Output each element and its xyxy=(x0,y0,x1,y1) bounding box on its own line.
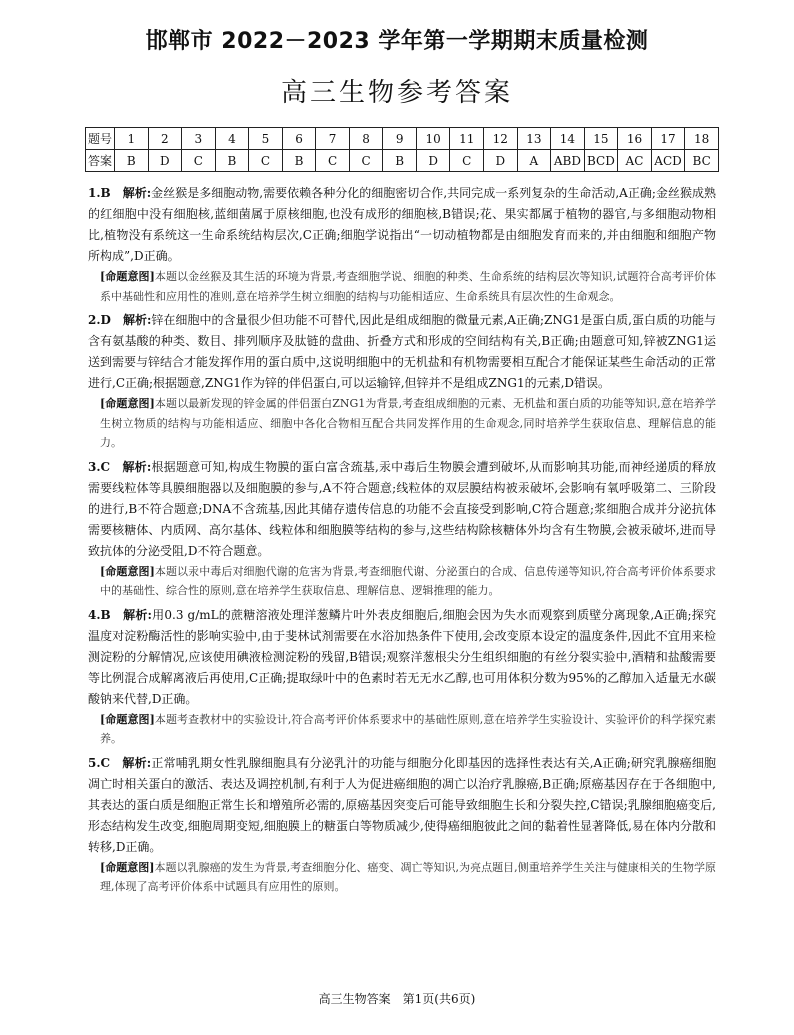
question-analysis-text: 正常哺乳期女性乳腺细胞具有分泌乳汁的功能与细胞分化即基因的选择性表达有关,A正确;研究乳腺癌细胞凋亡时相关蛋白的激活、表达及调控机制,有利于人为促进癌细胞的凋亡以治疗乳腺癌,B正确;原癌基因存在于各细胞中,其表达的蛋白质是细胞正常生长和增殖所必需的,原癌基因突变后可能导致细胞生长和分裂失控,C错误;乳腺细胞癌变后,形态结构发生改变,细胞周期变短,细胞膜上的糖蛋白等物质减少,使得癌细胞彼此之间的黏着性显著降低,易在体内分散和转移,D正确。 xyxy=(88,755,716,854)
design-intent-label: [命题意图] xyxy=(100,397,155,410)
design-intent-text: 本题以金丝猴及其生活的环境为背景,考查细胞学说、细胞的种类、生命系统的结构层次等知识,试题符合高考评价体系中基础性和应用性的准则,意在培养学生树立细胞的结构与功能相适应、生命系统具有层次性的生命观念。 xyxy=(100,270,716,303)
question-number-cell: 12 xyxy=(484,128,518,150)
design-intent xyxy=(88,562,716,601)
question-number-cell: 15 xyxy=(584,128,618,150)
question-number-cell: 8 xyxy=(349,128,383,150)
answer-cell: D xyxy=(148,150,182,172)
design-intent-text: 本题以最新发现的锌金属的伴侣蛋白ZNG1为背景,考查组成细胞的元素、无机盐和蛋白质的功能等知识,意在培养学生树立物质的结构与功能相适应、细胞中各化合物相互配合共同发挥作用的生命观念,同时培养学生获取信息、理解信息的能力。 xyxy=(100,397,716,449)
answer-cell: B xyxy=(115,150,149,172)
question-number-cell: 1 xyxy=(115,128,149,150)
question-explanation xyxy=(88,183,716,267)
answer-cell: A xyxy=(517,150,551,172)
question-number-cell: 4 xyxy=(215,128,249,150)
question-number-cell: 16 xyxy=(618,128,652,150)
question-explanation xyxy=(88,457,716,562)
design-intent-label: [命题意图] xyxy=(100,564,155,578)
table-row-numbers xyxy=(86,128,719,150)
design-intent-text: 本题以乳腺癌的发生为背景,考查细胞分化、癌变、凋亡等知识,为亮点题目,侧重培养学生关注与健康相关的生物学原理,体现了高考评价体系中试题具有应用性的原则。 xyxy=(100,860,716,893)
question-lead: 3.C 解析: xyxy=(88,459,152,474)
explanations xyxy=(88,183,716,901)
page-title: 邯郸市 2022－2023 学年第一学期期末质量检测 xyxy=(145,29,649,54)
answer-cell: BCD xyxy=(584,150,618,172)
question-analysis-text: 锌在细胞中的含量很少但功能不可替代,因此是组成细胞的微量元素,A正确;ZNG1是蛋白质,蛋白质的功能与含有氨基酸的种类、数目、排列顺序及肽链的盘曲、折叠方式和形成的空间结构有关,B正确;由题意可知,锌被ZNG1运送到需要与锌结合才能发挥作用的蛋白质中,这说明细胞中的无机盐和有机物需要相互配合才能保证某些生命活动的正常进行,C正确;根据题意,ZNG1作为锌的伴侣蛋白,可以运输锌,但锌并不是组成ZNG1的元素,D错误。 xyxy=(88,313,716,390)
answer-cell: D xyxy=(416,150,450,172)
question-lead: 4.B 解析: xyxy=(88,607,152,622)
answer-cell: C xyxy=(249,150,283,172)
question-number-cell: 6 xyxy=(282,128,316,150)
question-number-cell: 3 xyxy=(182,128,216,150)
answer-cell: BC xyxy=(685,150,719,172)
question-analysis-text: 根据题意可知,构成生物膜的蛋白富含巯基,汞中毒后生物膜会遭到破坏,从而影响其功能,而神经递质的释放需要线粒体等具膜细胞器以及细胞膜的参与,A不符合题意;线粒体的双层膜结构被汞破坏,会影响有氧呼吸第二、三阶段的进行,B不符合题意;DNA不含巯基,因此其储存遗传信息的功能不会直接受到影响,C符合题意;浆细胞合成并分泌抗体需要核糖体、内质网、高尔基体、线粒体和细胞膜等结构的参与,这些结构除核糖体外均含有生物膜,会被汞破坏,进而导致抗体的分泌受阻,D不符合题意。 xyxy=(88,459,716,558)
question-lead: 5.C 解析: xyxy=(88,755,152,770)
answer-cell: ABD xyxy=(551,150,585,172)
answer-table xyxy=(85,127,719,172)
design-intent-text: 本题以汞中毒后对细胞代谢的危害为背景,考查细胞代谢、分泌蛋白的合成、信息传递等知识,符合高考评价体系要求中的基础性、综合性的原则,意在培养学生获取信息、理解信息、逻辑推理的能力。 xyxy=(100,564,716,597)
question-number-cell: 10 xyxy=(416,128,450,150)
question-number-cell: 11 xyxy=(450,128,484,150)
question-analysis-text: 用0.3 g/mL的蔗糖溶液处理洋葱鳞片叶外表皮细胞后,细胞会因为失水而观察到质壁分离现象,A正确;探究温度对淀粉酶活性的影响实验中,由于斐林试剂需要在水浴加热条件下使用,会改变原本设定的温度条件,因此不宜用来检测淀粉的分解情况,应该使用碘液检测淀粉的残留,B错误;观察洋葱根尖分生组织细胞的有丝分裂实验中,酒精和盐酸需要等比例混合成解离液后再使用,C正确;提取绿叶中的色素时若无无水乙醇,也可用体积分数为95%的乙醇加入适量无水碳酸钠来代替,D正确。 xyxy=(88,607,716,706)
question-number-cell: 13 xyxy=(517,128,551,150)
question-lead: 1.B 解析: xyxy=(88,186,152,200)
answer-cell: AC xyxy=(618,150,652,172)
answer-cell: ACD xyxy=(651,150,685,172)
page-subtitle: 高三生物参考答案 xyxy=(280,78,513,108)
page-footer: 高三生物答案 第1页(共6页) xyxy=(318,992,476,1006)
answer-cell: C xyxy=(182,150,216,172)
question-number-cell: 5 xyxy=(249,128,283,150)
design-intent-label: [命题意图] xyxy=(100,270,155,283)
answer-cell: B xyxy=(282,150,316,172)
answer-cell: B xyxy=(215,150,249,172)
answer-cell: D xyxy=(484,150,518,172)
row-label-number: 题号 xyxy=(86,128,115,150)
design-intent-label: [命题意图] xyxy=(100,712,155,726)
design-intent-text: 本题考查教材中的实验设计,符合高考评价体系要求中的基础性原则,意在培养学生实验设计、实验评价的科学探究素养。 xyxy=(100,712,716,745)
design-intent xyxy=(88,710,716,749)
design-intent xyxy=(88,267,716,306)
question-explanation xyxy=(88,310,716,394)
question-number-cell: 2 xyxy=(148,128,182,150)
design-intent xyxy=(88,394,716,453)
question-explanation xyxy=(88,605,716,710)
question-number-cell: 14 xyxy=(551,128,585,150)
design-intent xyxy=(88,858,716,897)
answer-cell: B xyxy=(383,150,417,172)
question-number-cell: 7 xyxy=(316,128,350,150)
question-number-cell: 17 xyxy=(651,128,685,150)
question-number-cell: 18 xyxy=(685,128,719,150)
answer-cell: C xyxy=(349,150,383,172)
question-lead: 2.D 解析: xyxy=(88,313,152,327)
question-analysis-text: 金丝猴是多细胞动物,需要依赖各种分化的细胞密切合作,共同完成一系列复杂的生命活动,A正确;金丝猴成熟的红细胞中没有细胞核,蓝细菌属于原核细胞,也没有成形的细胞核,B错误;花、果实都属于植物的器官,与多细胞动物相比,植物没有系统这一生命系统结构层次,C正确;细胞学说指出“一切动植物都是由细胞发育而来的,并由细胞和细胞产物所构成”,D正确。 xyxy=(88,186,716,263)
table-row-answers xyxy=(86,150,719,172)
answer-cell: C xyxy=(316,150,350,172)
question-explanation xyxy=(88,753,716,858)
question-number-cell: 9 xyxy=(383,128,417,150)
design-intent-label: [命题意图] xyxy=(100,860,155,874)
answer-cell: C xyxy=(450,150,484,172)
row-label-answer: 答案 xyxy=(86,150,115,172)
